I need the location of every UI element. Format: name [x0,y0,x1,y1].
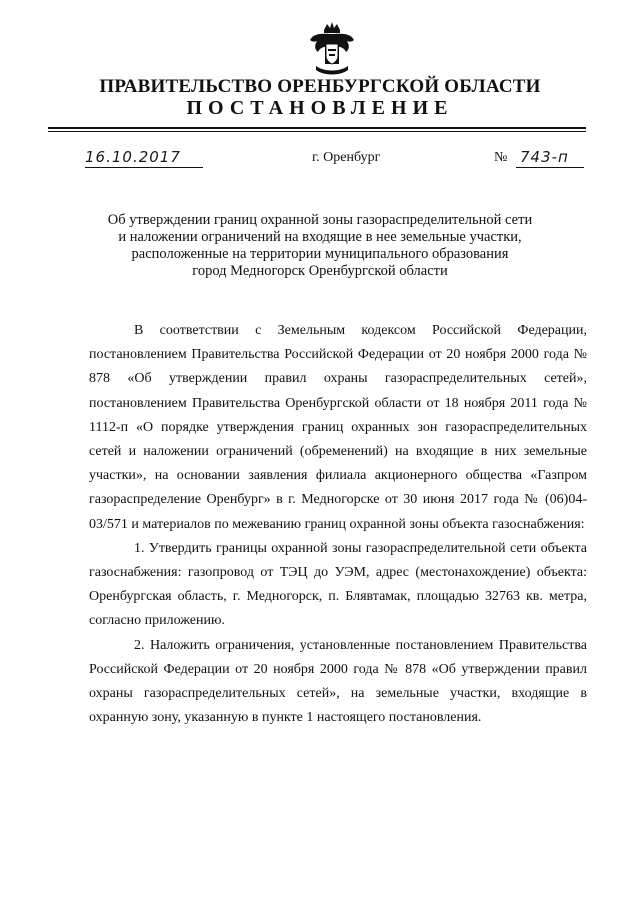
date-underline [85,167,203,168]
header-divider-thick [48,127,586,129]
body-paragraph-preamble: В соответствии с Земельным кодексом Российской Федерации, постановлением Правительства Российской Федерации от 20 ноября 2000 года № 878 «Об утверждении правил охраны газораспределительных сетей», постановлением Правительства Оренбургской области от 18 ноября 2011 года № 1112-п «О порядке утверждения границ охранных зон газораспределительных сетей и наложении ограничений (обременений) на входящие в них земельные участки», на основании заявления филиала акционерного общества «Газпром газораспределение Оренбург» в г. Медногорске от 30 июня 2017 года № (06)04-03/571 и материалов по межеванию границ охранной зоны объекта газоснабжения: [89,323,587,532]
document-number [494,148,584,170]
header-divider-thin [48,131,586,132]
document-subject [90,212,550,280]
coat-of-arms-icon [306,20,358,78]
document-body [89,319,587,730]
body-paragraph-item-2: 2. Наложить ограничения, установленные постановлением Правительства Российской Федерации от 20 ноября 2000 года № 878 «Об утверждении правил охраны газораспределительных сетей», на земельные участки, входящие в охранную зону, указанную в пункте 1 настоящего постановления. [89,637,587,726]
number-value: 743-п [520,148,569,166]
subject-line: Об утверждении границ охранной зоны газораспределительной сети [107,212,533,228]
subject-line: и наложении ограничений на входящие в нее земельные участки, [118,229,522,245]
subject-line: город Медногорск Оренбургской области [192,263,448,279]
document-type: ПОСТАНОВЛЕНИЕ [186,97,454,119]
date-value: 16.10.2017 [85,148,181,166]
subject-line: расположенные на территории муниципального образования [131,246,509,262]
government-title: ПРАВИТЕЛЬСТВО ОРЕНБУРГСКОЙ ОБЛАСТИ [99,76,541,97]
number-label: № [494,150,508,165]
document-city: г. Оренбург [312,150,381,165]
document-date [85,148,203,170]
number-underline [516,167,584,168]
body-paragraph-item-1: 1. Утвердить границы охранной зоны газораспределительной сети объекта газоснабжения: газопровод от ТЭЦ до УЭМ, адрес (местонахождение) объекта: Оренбургская область, г. Медногорск, п. Блявтамак, площадью 32763 кв. метра, согласно приложению. [89,540,587,629]
